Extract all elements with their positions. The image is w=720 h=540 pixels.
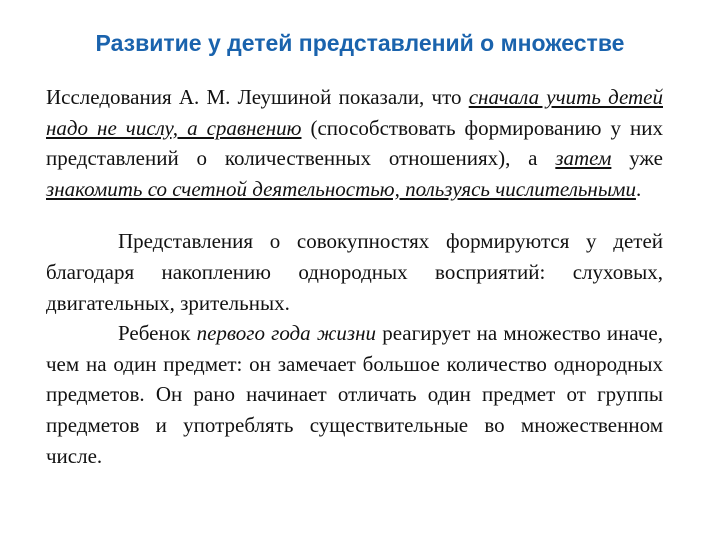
paragraph-1-text-1: Исследования А. М. Леушиной показали, что	[46, 85, 469, 109]
paragraph-first-year-child	[46, 318, 663, 471]
paragraph-1-text-4: .	[635, 176, 642, 201]
paragraph-1-emphasis-then: затем	[555, 146, 612, 171]
paragraph-1-emphasis-comparison: сначала учить детей надо не числу, а сравнению	[46, 85, 663, 140]
paragraph-1-text-2: (способствовать формированию у них представлений о количественных отношениях), а	[46, 115, 663, 171]
paragraph-spacer	[46, 204, 663, 226]
slide-body	[46, 82, 663, 471]
paragraph-3-text-1: Ребенок	[118, 321, 197, 346]
paragraph-leushina	[46, 82, 663, 204]
paragraph-3-text-2: реагирует на множество иначе, чем на один предмет: он замечает большое количество однородных предметов. Он рано начинает отличать один предмет от группы предметов и употреблять существительные во множественном числе.	[46, 321, 663, 468]
paragraph-2-text: Представления о совокупностях формируются у детей благодаря накоплению однородных восприятий: слуховых, двигательных, зрительных.	[46, 229, 663, 315]
paragraph-1-text-3: уже	[611, 146, 663, 171]
paragraph-collections	[46, 226, 663, 318]
slide-title: Развитие у детей представлений о множестве	[95, 30, 625, 56]
paragraph-3-emphasis-first-year: первого года жизни	[196, 321, 377, 346]
paragraph-1-emphasis-counting: знакомить со счетной деятельностью, пользуясь числительными	[46, 176, 636, 201]
